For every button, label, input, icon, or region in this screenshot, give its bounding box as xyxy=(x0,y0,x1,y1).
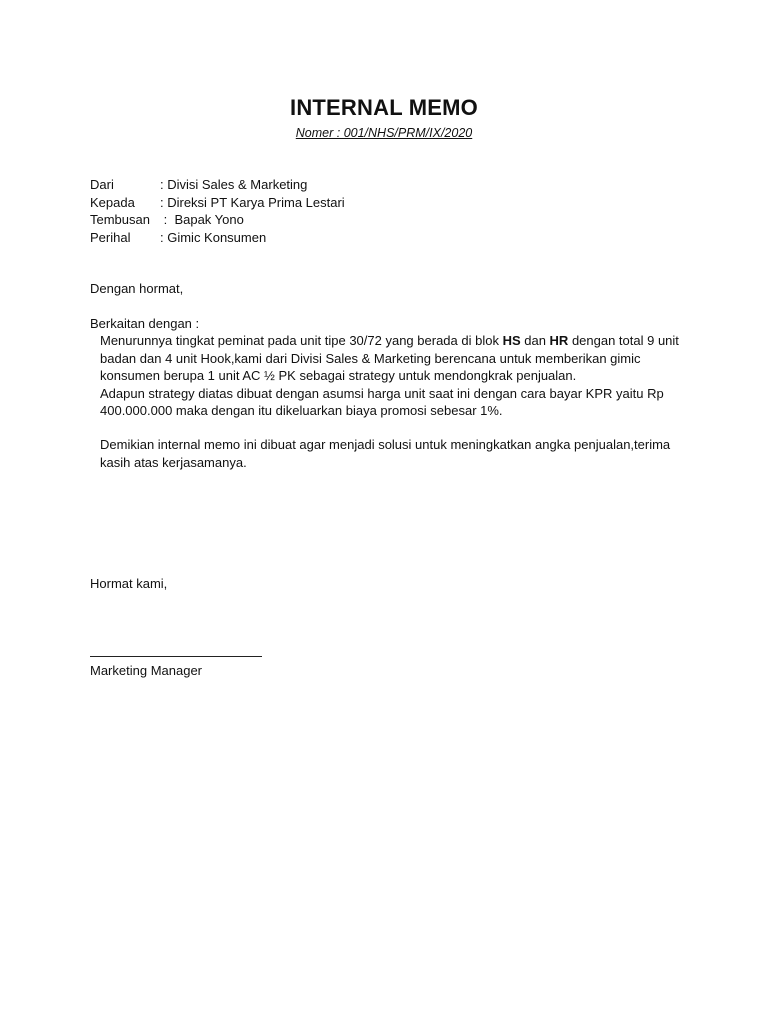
header-label: Perihal xyxy=(90,229,131,245)
paragraph-strategy: Adapun strategy diatas dibuat dengan asumsi harga unit saat ini dengan cara bayar KPR yaitu Rp 400.000.000 maka dengan itu dikeluarkan biaya promosi sebesar 1%. xyxy=(100,385,664,419)
header-value: : Gimic Konsumen xyxy=(160,229,267,245)
signer-title: Marketing Manager xyxy=(90,663,202,678)
header-label: Kepada xyxy=(90,194,135,210)
header-row-to xyxy=(90,194,345,212)
paragraph-text: dan xyxy=(520,333,550,348)
signature-line xyxy=(90,656,262,657)
header-value: : Divisi Sales & Marketing xyxy=(160,177,308,192)
header-value: : Direksi PT Karya Prima Lestari xyxy=(160,194,345,210)
header-value: : Bapak Yono xyxy=(160,212,244,227)
paragraph-text: dengan total 9 unit badan dan 4 unit Hook,kami dari Divisi Sales & Marketing berencana untuk memberikan gimic konsumen berupa 1 unit AC ½ PK sebagai strategy untuk mendongkrak penjualan. xyxy=(100,333,679,384)
block-hr: HR xyxy=(549,333,569,348)
sign-off: Hormat kami, xyxy=(90,576,168,591)
header-row-from xyxy=(90,176,345,194)
memo-body xyxy=(100,332,680,420)
greeting: Dengan hormat, xyxy=(90,281,184,296)
memo-title: INTERNAL MEMO xyxy=(290,95,478,120)
block-hs: HS xyxy=(502,333,521,348)
memo-header xyxy=(90,176,345,246)
paragraph-text: Menurunnya tingkat peminat pada unit tipe 30/72 yang berada di blok xyxy=(100,333,503,348)
header-row-cc xyxy=(90,211,345,229)
header-label: Dari xyxy=(90,177,114,192)
header-label: Tembusan xyxy=(90,212,150,227)
intro-line: Berkaitan dengan : xyxy=(90,316,200,331)
paragraph-closing: Demikian internal memo ini dibuat agar menjadi solusi untuk meningkatkan angka penjualan,terima kasih atas kerjasamanya. xyxy=(100,437,671,470)
paragraph-reason xyxy=(100,332,680,385)
header-row-subject xyxy=(90,229,345,247)
memo-number: Nomer : 001/NHS/PRM/IX/2020 xyxy=(295,126,473,140)
